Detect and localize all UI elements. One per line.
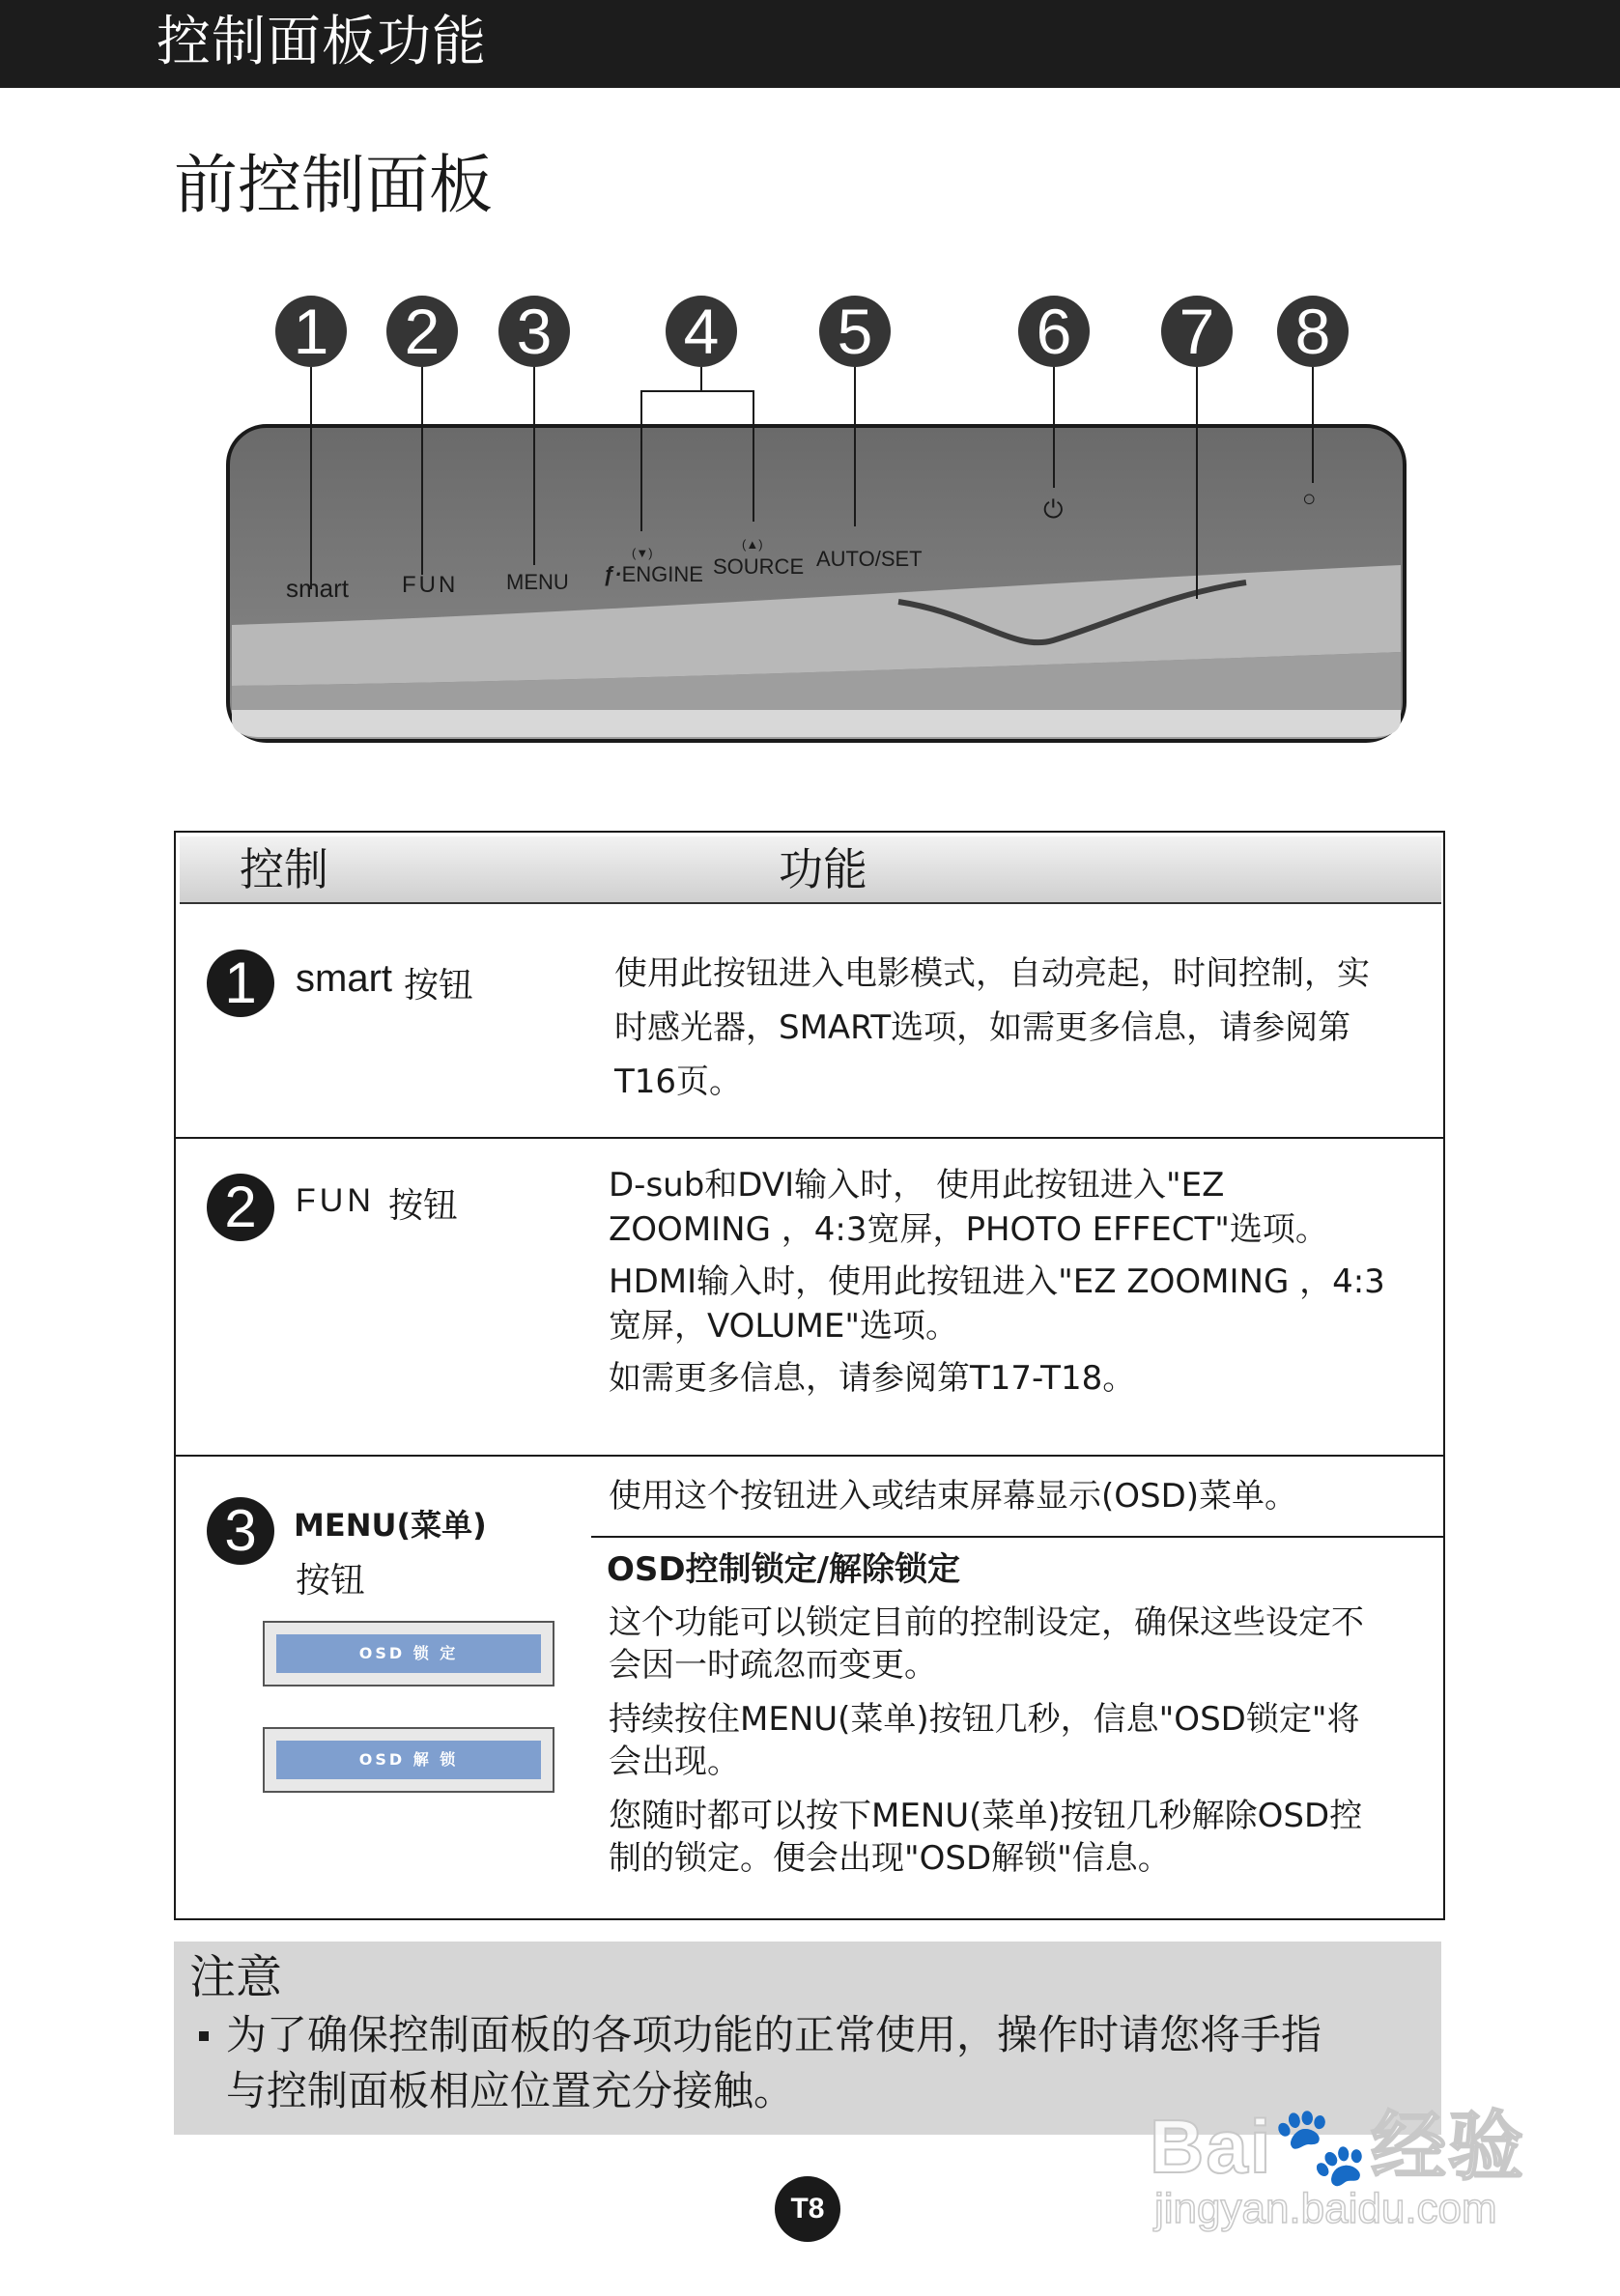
callout-1: 1 [275, 296, 347, 367]
row3-description [609, 1602, 1439, 1880]
row1-desc-line: 使用此按钮进入电影模式，自动亮起，时间控制，实 [614, 954, 1370, 993]
note-line: 与控制面板相应位置充分接触。 [226, 2067, 795, 2114]
row1-number: 1 [207, 950, 274, 1017]
page-number: T8 [775, 2176, 840, 2242]
watermark-url: jingyan.baidu.com [1154, 2185, 1497, 2232]
panel-label-source: SOURCE [713, 554, 805, 579]
panel-label-engine-arrow: (▼) [632, 546, 653, 560]
callout-3: 3 [498, 296, 570, 367]
callout-5: 5 [819, 296, 891, 367]
row1-desc-line: 时感光器，SMART选项，如需更多信息，请参阅第 [614, 1008, 1351, 1047]
row-divider [174, 1455, 1445, 1457]
row3-desc-title: OSD控制锁定/解除锁定 [607, 1550, 961, 1589]
page-header-title: 控制面板功能 [156, 11, 487, 73]
f-engine-glyph: ƒ· [603, 562, 622, 586]
leader-line-8 [1312, 367, 1314, 483]
row2-desc-line: ZOOMING ，4:3宽屏，PHOTO EFFECT"选项。 [609, 1210, 1328, 1249]
paw-icon: 🐾 [1272, 2103, 1371, 2189]
row2-description [609, 1163, 1439, 1401]
panel-label-menu: MENU [506, 570, 569, 594]
callout-4: 4 [666, 296, 737, 367]
led-indicator-icon: ○ [1302, 486, 1317, 512]
row3-label-main: MENU(菜单) [294, 1507, 487, 1544]
row3-desc-line: 制的锁定。便会出现"OSD解锁"信息。 [609, 1839, 1171, 1878]
leader-line-5 [854, 367, 856, 526]
row1-desc-line: T16页。 [614, 1063, 743, 1101]
leader-line-7 [1196, 367, 1198, 599]
power-icon: ⏻ [1043, 495, 1064, 524]
note-title: 注意 [189, 1950, 283, 2004]
header-function: 功能 [779, 843, 867, 895]
row3-desc-line: 这个功能可以锁定目前的控制设定，确保这些设定不 [609, 1603, 1364, 1642]
row2-label: 按钮 [388, 1186, 459, 1226]
osd-lock-message [263, 1621, 554, 1687]
panel-label-source-arrow: (▲) [742, 537, 763, 552]
row2-desc-line: 宽屏，VOLUME"选项。 [609, 1307, 959, 1346]
callout-2: 2 [386, 296, 458, 367]
row1-smart-logo: smart [296, 957, 392, 1000]
section-title: 前控制面板 [174, 148, 493, 222]
note-line: 为了确保控制面板的各项功能的正常使用，操作时请您将手指 [226, 2011, 1322, 2058]
row1-description [614, 947, 1435, 1109]
leader-line-6 [1053, 367, 1055, 488]
row1-label: 按钮 [404, 966, 474, 1006]
row2-desc-line: D-sub和DVI输入时， 使用此按钮进入"EZ [609, 1166, 1225, 1205]
callout-7: 7 [1161, 296, 1233, 367]
row3-label-sub: 按钮 [296, 1561, 366, 1601]
panel-label-fun: FUN [402, 572, 459, 598]
row-divider [174, 1137, 1445, 1139]
front-panel-diagram [222, 420, 1410, 749]
row3-desc-line: 您随时都可以按下MENU(菜单)按钮几秒解除OSD控 [609, 1797, 1363, 1835]
panel-label-smart: smart [286, 574, 349, 603]
leader-line-4a [640, 390, 642, 531]
leader-bracket-4 [640, 390, 754, 392]
panel-label-autoset: AUTO/SET [816, 547, 923, 571]
leader-line-2 [421, 367, 423, 575]
osd-lock-text: OSD 锁 定 [276, 1634, 541, 1673]
leader-line-3 [533, 367, 535, 565]
row3-desc-line: 会出现。 [609, 1743, 740, 1781]
note-bullet [199, 2031, 209, 2041]
callout-6: 6 [1018, 296, 1090, 367]
leader-line-1 [310, 367, 312, 589]
row2-fun-logo: FUN [296, 1182, 375, 1219]
header-control: 控制 [240, 843, 328, 895]
panel-label-engine: ƒ·ENGINE [603, 562, 703, 586]
row3-desc-line: 持续按住MENU(菜单)按钮几秒，信息"OSD锁定"将 [609, 1700, 1360, 1739]
row2-desc-line: 如需更多信息，请参阅第T17-T18。 [609, 1359, 1136, 1398]
baidu-watermark: Bai🐾经验 [1150, 2103, 1526, 2189]
row3-sub-divider [591, 1536, 1445, 1538]
row2-number: 2 [207, 1174, 274, 1241]
row3-number: 3 [207, 1497, 274, 1565]
osd-unlock-text: OSD 解 锁 [276, 1741, 541, 1779]
leader-line-4b [753, 390, 754, 522]
row3-desc-top: 使用这个按钮进入或结束屏幕显示(OSD)菜单。 [609, 1477, 1298, 1516]
leader-line-4 [700, 367, 702, 390]
row3-desc-line: 会因一时疏忽而变更。 [609, 1646, 937, 1685]
callout-8: 8 [1277, 296, 1349, 367]
osd-unlock-message [263, 1727, 554, 1793]
row2-desc-line: HDMI输入时，使用此按钮进入"EZ ZOOMING ，4:3 [609, 1262, 1385, 1301]
